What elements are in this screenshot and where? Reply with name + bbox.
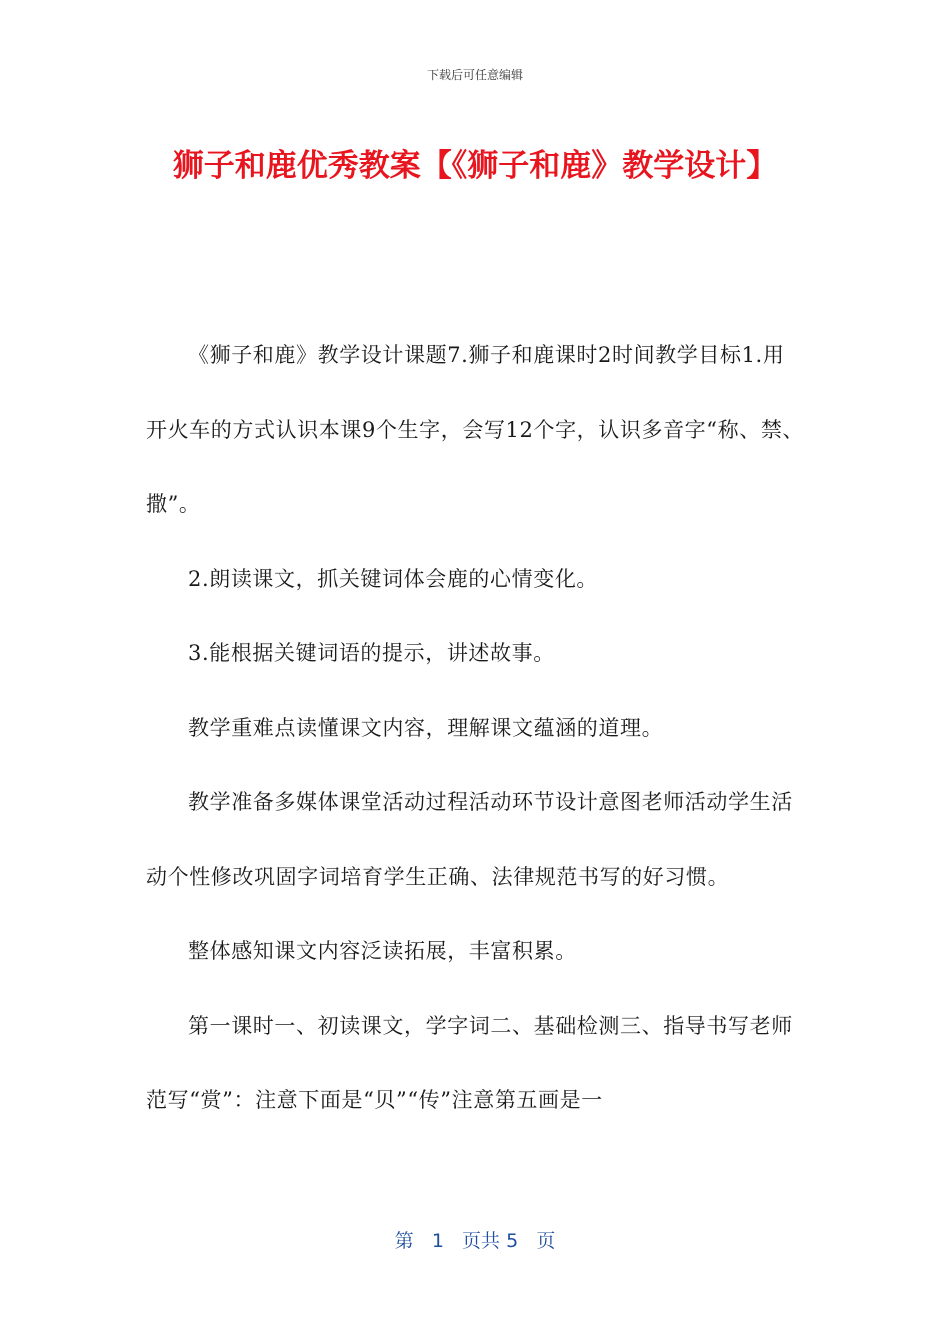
paragraph: 教学准备多媒体课堂活动过程活动环节设计意图老师活动学生活动个性修改巩固字词培育学生正确、法律规范书写的好习惯。 (146, 790, 793, 889)
footer-label-of: 页共 (462, 1230, 501, 1252)
document-title: 狮子和鹿优秀教案【《狮子和鹿》教学设计】 (172, 148, 778, 184)
paragraph: 第一课时一、初读课文，学字词二、基础检测三、指导书写老师范写“赏”：注意下面是“贝”“传”注意第五画是一 (146, 1013, 793, 1112)
paragraph: 《狮子和鹿》教学设计课题7.狮子和鹿课时2时间教学目标1.用开火车的方式认识本课9个生字，会写12个字，认识多音字“称、禁、撒”。 (146, 343, 805, 516)
page-footer (0, 1226, 950, 1253)
paragraph: 3.能根据关键词语的提示，讲述故事。 (188, 641, 555, 665)
header-note: 下载后可任意编辑 (426, 68, 523, 82)
paragraph: 2.朗读课文，抓关键词体会鹿的心情变化。 (188, 566, 599, 591)
footer-label-end: 页 (536, 1230, 556, 1252)
paragraph: 整体感知课文内容泛读拓展，丰富积累。 (188, 939, 577, 963)
current-page-number: 1 (431, 1230, 444, 1252)
paragraph: 教学重难点读懂课文内容，理解课文蕴涵的道理。 (188, 715, 664, 740)
footer-label-page: 第 (394, 1230, 414, 1252)
document-body (146, 318, 806, 1138)
total-page-count: 5 (506, 1230, 519, 1252)
